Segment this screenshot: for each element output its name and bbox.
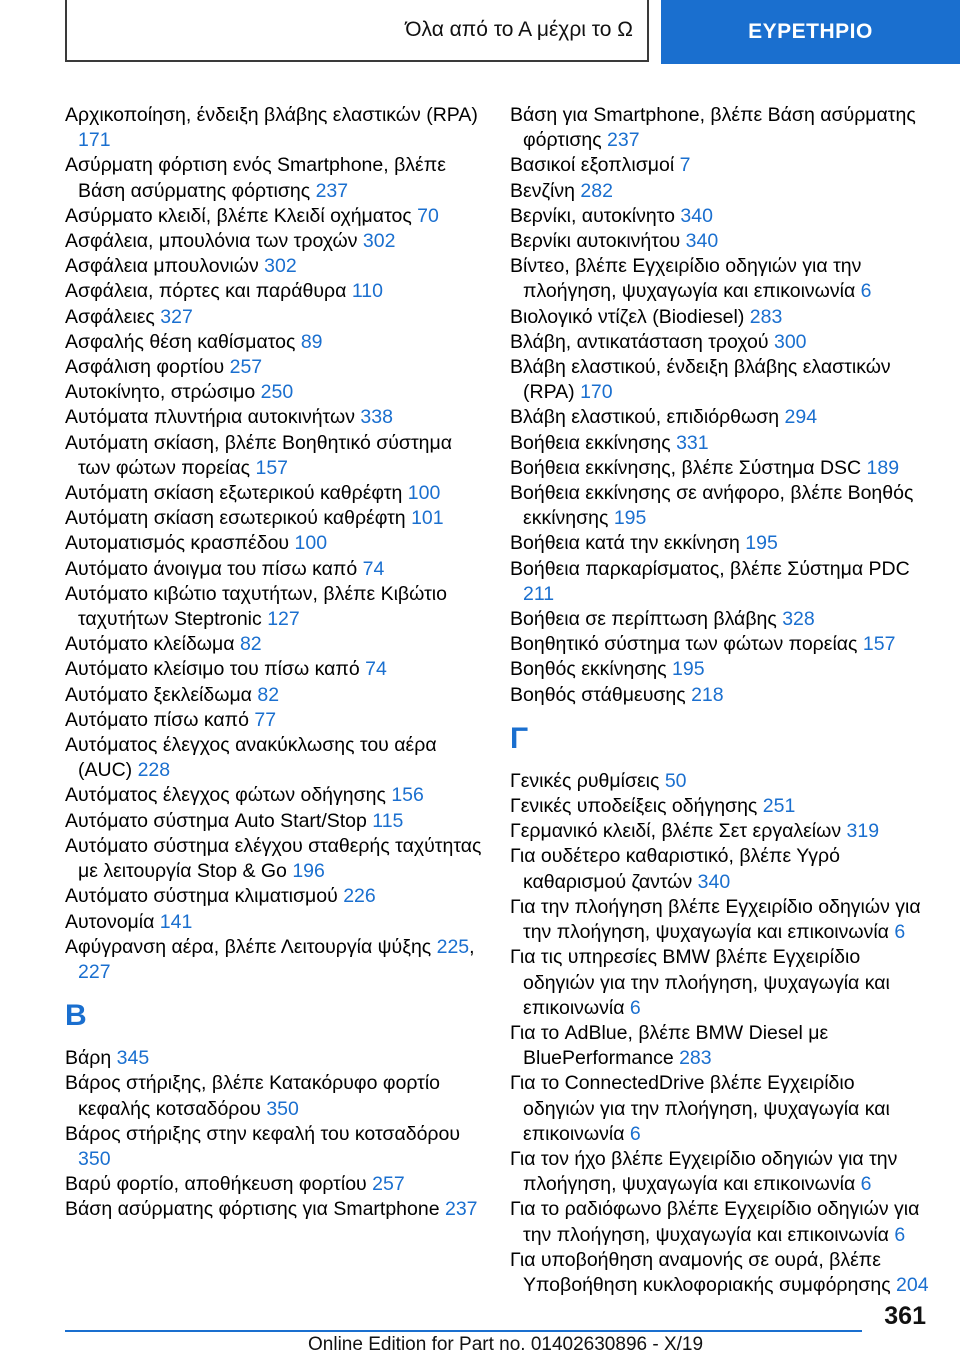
index-entry: [65, 1071, 485, 1121]
page-reference-link[interactable]: 170: [580, 381, 613, 404]
index-entry: [510, 204, 930, 229]
index-entry: [65, 1197, 485, 1222]
index-entry: [65, 506, 485, 531]
page-reference-link[interactable]: 237: [315, 179, 349, 202]
index-entry-text: Ασφάλειες: [65, 305, 161, 328]
page-reference-link[interactable]: 340: [697, 870, 731, 893]
index-entry: [510, 1021, 930, 1071]
page-reference-link[interactable]: 226: [343, 885, 376, 908]
page-reference-link[interactable]: 328: [782, 608, 815, 631]
entries-b-continued: [510, 103, 930, 708]
index-entry: [65, 380, 485, 405]
entries-b: [65, 1046, 485, 1222]
page-reference-link[interactable]: 294: [784, 406, 818, 429]
index-entry-text: Αυτόματη σκίαση, βλέπε Βοηθητικό σύστημα των φώτων πορείας: [65, 431, 453, 479]
page-reference-link[interactable]: 204: [896, 1273, 929, 1296]
index-entry-text: Για ουδέτερο καθαριστικό, βλέπε Υγρό καθαρισμού ζαντών: [510, 845, 840, 893]
index-entry-text: Για το ραδιόφωνο βλέπε Εγχειρίδιο οδηγιών για την πλοήγηση, ψυχαγωγία και επικοινωνία: [510, 1198, 920, 1246]
page-reference-link[interactable]: 350: [78, 1147, 111, 1170]
page-reference-link[interactable]: 196: [292, 860, 325, 883]
index-entry-text: Βλάβη, αντικατάσταση τροχού: [510, 330, 774, 353]
page-reference-link[interactable]: 189: [866, 456, 900, 479]
index-entry-text: Βάρος στήριξης στην κεφαλή του κοτσαδόρου: [65, 1122, 461, 1145]
index-entry: [65, 834, 485, 884]
page-reference-link[interactable]: 195: [745, 532, 778, 555]
section-letter-b: Β: [65, 999, 87, 1033]
page-reference-link[interactable]: 89: [300, 330, 323, 353]
page-reference-link[interactable]: 6: [894, 921, 906, 944]
page-reference-link[interactable]: 7: [679, 154, 691, 177]
page-reference-link[interactable]: 6: [629, 1122, 641, 1145]
page-reference-link[interactable]: 82: [257, 683, 280, 706]
tab-index[interactable]: ΕΥΡΕΤΗΡΙΟ: [661, 0, 960, 64]
index-entry-text: Βερνίκι αυτοκινήτου: [510, 230, 686, 253]
index-entry: [65, 153, 485, 203]
index-entry-text: Βάρος στήριξης, βλέπε Κατακόρυφο φορτίο κεφαλής κοτσαδόρου: [65, 1072, 441, 1120]
page-number: 361: [884, 1302, 926, 1330]
page-reference-link[interactable]: 257: [372, 1173, 405, 1196]
index-entry-text: Αυτόματο κλείδωμα: [65, 633, 240, 656]
index-entry: [510, 153, 930, 178]
entries-a: [65, 103, 485, 985]
index-entry: [510, 1248, 930, 1298]
index-entry: [65, 254, 485, 279]
index-entry-text: Αυτόματο ξεκλείδωμα: [65, 683, 258, 706]
index-entry-text: Αυτονομία: [65, 910, 160, 933]
page-reference-link[interactable]: 156: [391, 784, 424, 807]
page-reference-link[interactable]: 340: [685, 230, 719, 253]
index-entry: [65, 783, 485, 808]
index-entry-text: Ασφάλεια μπουλονιών: [65, 255, 265, 278]
index-entry: [510, 179, 930, 204]
index-entry-text: Βοήθεια εκκίνησης: [510, 431, 677, 454]
index-entry: [65, 531, 485, 556]
footer-edition-text: Online Edition for Part no. 01402630896 - X/19: [308, 1334, 704, 1355]
index-entry-text: Γερμανικό κλειδί, βλέπε Σετ εργαλείων: [510, 820, 847, 843]
page-reference-link[interactable]: 6: [860, 280, 872, 303]
index-entry: [65, 405, 485, 430]
page-reference-link[interactable]: 237: [607, 129, 640, 152]
index-column-left: [65, 103, 485, 1223]
page-reference-link[interactable]: 327: [160, 305, 193, 328]
index-entry-text: Για την πλοήγηση βλέπε Εγχειρίδιο οδηγιών για την πλοήγηση, ψυχαγωγία και επικοινωνία: [510, 895, 921, 944]
index-entry-text: Ασφαλής θέση καθίσματος: [65, 330, 301, 353]
page-reference-link[interactable]: 283: [749, 305, 783, 328]
page-reference-link[interactable]: 237: [444, 1198, 478, 1221]
index-entry-text: Ασφάλεια, μπουλόνια των τροχών: [65, 230, 363, 253]
index-entry-text: Βάρη: [65, 1047, 117, 1070]
index-entry: [65, 229, 485, 254]
index-entry: [65, 330, 485, 355]
page-reference-link[interactable]: 50: [664, 769, 687, 792]
page-reference-link[interactable]: 257: [229, 356, 263, 379]
index-entry-text: Ασφάλεια, πόρτες και παράθυρα: [65, 280, 352, 303]
index-entry: [510, 305, 930, 330]
index-entry: [510, 657, 930, 682]
index-entry: [510, 481, 930, 531]
index-entry-text: Γενικές ρυθμίσεις: [510, 769, 665, 792]
index-entry-text: Αυτόματα πλυντήρια αυτοκινήτων: [65, 406, 361, 429]
index-entry-text: Βενζίνη: [510, 179, 581, 202]
index-entry-text: Αφύγρανση αέρα, βλέπε Λειτουργία ψύξης: [65, 935, 437, 958]
index-entry: [510, 355, 930, 405]
index-entry-text: Αυτόματη σκίαση εξωτερικού καθρέφτη: [65, 482, 408, 505]
page-reference-link[interactable]: 302: [264, 255, 297, 278]
page-reference-link[interactable]: 101: [411, 507, 444, 530]
page-reference-link[interactable]: 350: [266, 1097, 299, 1120]
index-entry-text: Βίντεο, βλέπε Εγχειρίδιο οδηγιών για την πλοήγηση, ψυχαγωγία και επικοινωνία: [510, 255, 862, 303]
index-entry: [510, 531, 930, 556]
page-separator: ,: [469, 935, 475, 958]
index-entry: [65, 884, 485, 909]
index-entry: [510, 456, 930, 481]
footer-divider: [65, 1330, 862, 1332]
index-entry-text: Βαρύ φορτίο, αποθήκευση φορτίου: [65, 1173, 373, 1196]
page-reference-link[interactable]: 70: [417, 204, 439, 227]
index-entry-text: Ασύρματο κλειδί, βλέπε Κλειδί οχήματος: [65, 204, 418, 227]
page-reference-link[interactable]: 340: [680, 204, 713, 227]
page-reference-link[interactable]: 282: [580, 179, 613, 202]
index-entry: [65, 557, 485, 582]
index-entry: [65, 481, 485, 506]
index-entry: [510, 632, 930, 657]
index-entry-text: Για τις υπηρεσίες BMW βλέπε Εγχειρίδιο οδηγιών για την πλοήγηση, ψυχαγωγία και επικοινωνία: [510, 946, 890, 1019]
index-column-right: [510, 103, 930, 1298]
index-entry-text: Αυτόματος έλεγχος ανακύκλωσης του αέρα (AUC): [65, 734, 437, 782]
index-entry-text: Βοήθεια κατά την εκκίνηση: [510, 532, 746, 555]
page-reference-link[interactable]: 115: [372, 809, 404, 832]
index-entry: [510, 1147, 930, 1197]
index-entry-text: Αυτοματισμός κρασπέδου: [65, 532, 295, 555]
index-entry-text: Για το AdBlue, βλέπε BMW Diesel με BluePerformance: [510, 1021, 829, 1070]
page-reference-link[interactable]: 195: [672, 658, 705, 681]
index-entry: [65, 683, 485, 708]
page-reference-link[interactable]: 100: [407, 482, 441, 505]
page-reference-link[interactable]: 345: [116, 1047, 150, 1070]
index-entry-text: Αυτόματο σύστημα Auto Start/Stop: [65, 809, 373, 832]
index-entry: [65, 733, 485, 783]
index-entry: [510, 945, 930, 1021]
index-entry: [65, 431, 485, 481]
page-reference-link[interactable]: 141: [159, 910, 193, 933]
page-reference-link[interactable]: 195: [613, 507, 647, 530]
page-reference-link[interactable]: 225: [436, 935, 470, 958]
index-entry: [510, 844, 930, 894]
index-entry: [510, 330, 930, 355]
page-reference-link[interactable]: 127: [267, 608, 300, 631]
index-entry-text: Βοήθεια εκκίνησης σε ανήφορο, βλέπε Βοηθός εκκίνησης: [510, 482, 914, 530]
page-reference-link[interactable]: 228: [137, 759, 171, 782]
page-reference-link[interactable]: 77: [254, 708, 277, 731]
index-entry-text: Βοηθός εκκίνησης: [510, 658, 673, 681]
page-reference-link[interactable]: 211: [523, 582, 555, 605]
index-entry: [510, 683, 930, 708]
index-entry: [65, 1172, 485, 1197]
index-entry: [510, 1197, 930, 1247]
index-entry: [65, 103, 485, 153]
index-entry: [65, 935, 485, 985]
page-reference-link[interactable]: 331: [676, 431, 709, 454]
index-entry: [510, 819, 930, 844]
index-entry-text: Βοηθητικό σύστημα των φώτων πορείας: [510, 633, 863, 656]
tab-all-a-to-z[interactable]: Όλα από το Α μέχρι το Ω: [65, 0, 649, 62]
index-entry-text: Βασικοί εξοπλισμοί: [510, 154, 680, 177]
index-entry-text: Για το ConnectedDrive βλέπε Εγχειρίδιο οδηγιών για την πλοήγηση, ψυχαγωγία και επικοινωνία: [510, 1072, 890, 1145]
index-entry: [65, 1122, 485, 1172]
index-entry: [510, 229, 930, 254]
page-reference-link[interactable]: 100: [294, 532, 328, 555]
index-entry-text: Ασύρματη φόρτιση ενός Smartphone, βλέπε Βάση ασύρματης φόρτισης: [65, 154, 446, 202]
page-reference-link[interactable]: 319: [846, 820, 880, 843]
index-entry-text: Αυτόματος έλεγχος φώτων οδήγησης: [65, 784, 392, 807]
index-entry-text: Ασφάλιση φορτίου: [65, 356, 230, 379]
entries-g: [510, 769, 930, 1298]
page-reference-link[interactable]: 74: [362, 557, 385, 580]
index-entry: [510, 405, 930, 430]
index-entry-text: Βάση για Smartphone, βλέπε Βάση ασύρματης φόρτισης: [510, 104, 916, 152]
index-entry-text: Αυτόματο κιβώτιο ταχυτήτων, βλέπε Κιβώτιο ταχυτήτων Steptronic: [65, 582, 447, 631]
page-reference-link[interactable]: 110: [351, 280, 383, 303]
page-reference-link[interactable]: 74: [365, 658, 387, 681]
index-entry-text: Αυτόματο σύστημα ελέγχου σταθερής ταχύτητας με λειτουργία Stop & Go: [65, 834, 482, 883]
index-entry: [510, 431, 930, 456]
index-entry-text: Βοήθεια σε περίπτωση βλάβης: [510, 608, 783, 631]
page-reference-link[interactable]: 302: [362, 230, 396, 253]
index-entry-text: Αυτόματο άνοιγμα του πίσω καπό: [65, 557, 363, 580]
index-entry-text: Βάση ασύρματης φόρτισης για Smartphone: [65, 1198, 445, 1221]
index-entry-text: Βλάβη ελαστικού, ένδειξη βλάβης ελαστικών (RPA): [510, 356, 891, 404]
index-entry-text: Βιολογικό ντίζελ (Biodiesel): [510, 305, 750, 328]
index-entry: [510, 769, 930, 794]
page-reference-link[interactable]: 300: [773, 330, 807, 353]
index-entry: [65, 279, 485, 304]
index-entry: [65, 708, 485, 733]
index-entry-text: Βερνίκι, αυτοκίνητο: [510, 204, 681, 227]
page-reference-link[interactable]: 6: [629, 996, 641, 1019]
index-entry: [510, 794, 930, 819]
index-entry-text: Αυτόματο πίσω καπό: [65, 708, 255, 731]
index-entry-text: Αυτόματο σύστημα κλιματισμού: [65, 885, 344, 908]
index-entry: [65, 809, 485, 834]
page-reference-link[interactable]: 283: [679, 1047, 712, 1070]
index-entry-text: Αυτοκίνητο, στρώσιμο: [65, 381, 261, 404]
index-entry: [510, 895, 930, 945]
index-entry-text: Για υποβοήθηση αναμονής σε ουρά, βλέπε Υποβοήθηση κυκλοφοριακής συμφόρησης: [510, 1248, 897, 1296]
index-entry-text: Βλάβη ελαστικού, επιδιόρθωση: [510, 406, 785, 429]
index-entry: [65, 1046, 485, 1071]
index-entry: [65, 305, 485, 330]
header-tabs: [65, 0, 960, 64]
index-entry: [65, 355, 485, 380]
index-entry-text: Βοήθεια εκκίνησης, βλέπε Σύστημα DSC: [510, 456, 867, 479]
section-letter-g: Γ: [510, 721, 529, 755]
page-reference-link[interactable]: 250: [260, 381, 294, 404]
index-entry: [510, 607, 930, 632]
page-reference-link[interactable]: 6: [894, 1223, 906, 1246]
page-reference-link[interactable]: 218: [691, 683, 724, 706]
index-entry: [65, 582, 485, 632]
index-entry-text: Αυτόματο κλείσιμο του πίσω καπό: [65, 658, 366, 681]
index-entry: [65, 657, 485, 682]
index-entry-text: Βοηθός στάθμευσης: [510, 683, 692, 706]
index-entry: [65, 632, 485, 657]
page-reference-link[interactable]: 157: [255, 456, 289, 479]
index-entry: [510, 557, 930, 607]
index-entry-text: Για τον ήχο βλέπε Εγχειρίδιο οδηγιών για την πλοήγηση, ψυχαγωγία και επικοινωνία: [510, 1147, 898, 1196]
index-entry-text: Αυτόματη σκίαση εσωτερικού καθρέφτη: [65, 507, 412, 530]
page-reference-link[interactable]: 338: [360, 406, 393, 429]
page-reference-link[interactable]: 251: [762, 795, 796, 818]
page-reference-link[interactable]: 171: [78, 129, 111, 152]
index-entry-text: Αρχικοποίηση, ένδειξη βλάβης ελαστικών (RPA): [65, 104, 478, 126]
page-reference-link[interactable]: 6: [860, 1173, 872, 1196]
page-reference-link[interactable]: 82: [239, 633, 262, 656]
page-reference-link[interactable]: 157: [862, 633, 896, 656]
index-entry: [510, 254, 930, 304]
index-entry: [65, 204, 485, 229]
index-entry-text: Γενικές υποδείξεις οδήγησης: [510, 795, 763, 818]
index-entry: [510, 1071, 930, 1147]
index-entry: [510, 103, 930, 153]
page-reference-link[interactable]: 227: [78, 960, 111, 983]
index-entry: [65, 910, 485, 935]
index-entry-text: Βοήθεια παρκαρίσματος, βλέπε Σύστημα PDC: [510, 557, 910, 580]
